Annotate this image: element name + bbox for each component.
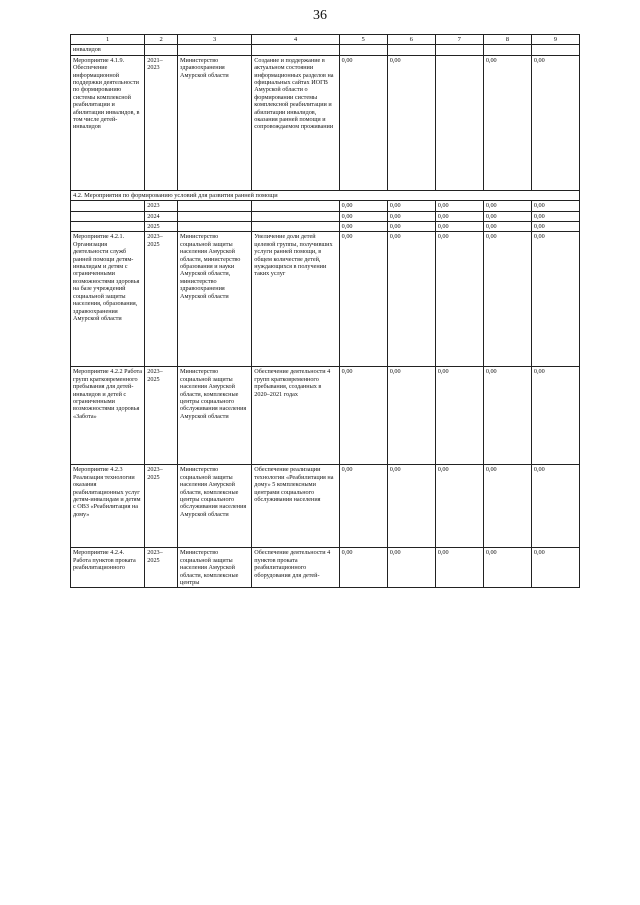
measure-name: Мероприятие 4.1.9. Обеспечение информационной поддержки деятельности по формированию системы комплексной реабилитации и абилитации инвалидов, в том числе детей-инвалидов xyxy=(71,55,145,190)
value-cell: 0,00 xyxy=(387,232,435,367)
value-cell: 0,00 xyxy=(435,232,483,367)
value-cell: 0,00 xyxy=(483,232,531,367)
year-cell: 2024 xyxy=(145,211,178,221)
expected-result: Создание и поддержание в актуальном состоянии информационных разделов на официальных сайтах ИОГВ Амурской области о формировании системы комплексной реабилитации и абилитации инвалидов, оказания ранней помощи и сопровождаемом проживании xyxy=(252,55,339,190)
column-number: 4 xyxy=(252,35,339,45)
measure-name: Мероприятие 4.2.1. Организация деятельности служб ранней помощи детям-инвалидам и детям с ограниченными возможностями здоровья на базе учреждений социальной защиты населения, образования, здравоохранения Амурской области xyxy=(71,232,145,367)
value-cell: 0,00 xyxy=(483,222,531,232)
period: 2023–2025 xyxy=(145,232,178,367)
expected-result: Обеспечение реализации технологии «Реабилитация на дому» 5 комплексными центрами социального обслуживания населения xyxy=(252,465,339,548)
value-cell: 0,00 xyxy=(339,465,387,548)
period: 2021–2023 xyxy=(145,55,178,190)
table-row-4-2-1 xyxy=(71,232,580,367)
value-cell: 0,00 xyxy=(483,548,531,588)
value-cell: 0,00 xyxy=(339,211,387,221)
column-number: 5 xyxy=(339,35,387,45)
column-number: 7 xyxy=(435,35,483,45)
value-cell: 0,00 xyxy=(435,548,483,588)
expected-result: Обеспечение деятельности 4 пунктов проката реабилитационного оборудования для детей- xyxy=(252,548,339,588)
year-cell: 2023 xyxy=(145,201,178,211)
value-cell: 0,00 xyxy=(483,201,531,211)
value-cell: 0,00 xyxy=(339,548,387,588)
value-cell: 0,00 xyxy=(387,367,435,465)
executor: Министерство здравоохранения Амурской области xyxy=(178,55,252,190)
value-cell: 0,00 xyxy=(483,211,531,221)
value-cell: 0,00 xyxy=(435,367,483,465)
section-header-row xyxy=(71,190,580,200)
value-cell: 0,00 xyxy=(435,222,483,232)
measure-name: Мероприятие 4.2.3 Реализация технологии оказания реабилитационных услуг детям-инвалидам и детям с ОВЗ «Реабилитация на дому» xyxy=(71,465,145,548)
section-title: 4.2. Мероприятия по формированию условий для развития ранней помощи xyxy=(71,190,580,200)
program-table xyxy=(70,34,580,588)
value-cell: 0,00 xyxy=(531,548,579,588)
column-number: 9 xyxy=(531,35,579,45)
column-number-row xyxy=(71,35,580,45)
value-cell: 0,00 xyxy=(483,367,531,465)
value-cell: 0,00 xyxy=(531,55,579,190)
measure-name: Мероприятие 4.2.4. Работа пунктов проката реабилитационного xyxy=(71,548,145,588)
executor: Министерство социальной защиты населения Амурской области, комплексные центры социального обслуживания населения Амурской области xyxy=(178,465,252,548)
year-row xyxy=(71,201,580,211)
value-cell: 0,00 xyxy=(531,211,579,221)
table-row-4-2-2 xyxy=(71,367,580,465)
column-number: 2 xyxy=(145,35,178,45)
executor: Министерство социальной защиты населения Амурской области, комплексные центры xyxy=(178,548,252,588)
year-row xyxy=(71,211,580,221)
value-cell: 0,00 xyxy=(531,232,579,367)
year-cell: 2025 xyxy=(145,222,178,232)
value-cell: 0,00 xyxy=(435,201,483,211)
measure-name: Мероприятие 4.2.2 Работа групп кратковременного пребывания для детей-инвалидов и детей с ограниченными возможностями здоровья «Забота» xyxy=(71,367,145,465)
executor: Министерство социальной защиты населения Амурской области, министерство образования и науки Амурской области, министерство здравоохранения Амурской области xyxy=(178,232,252,367)
period: 2023–2025 xyxy=(145,465,178,548)
value-cell: 0,00 xyxy=(387,55,435,190)
value-cell: 0,00 xyxy=(339,367,387,465)
value-cell: 0,00 xyxy=(387,548,435,588)
period: 2023–2025 xyxy=(145,548,178,588)
value-cell: 0,00 xyxy=(339,201,387,211)
value-cell: 0,00 xyxy=(387,222,435,232)
expected-result: Увеличение доли детей целевой группы, получивших услуги ранней помощи, в общем количестве детей, нуждающихся в получении таких услуг xyxy=(252,232,339,367)
value-cell: 0,00 xyxy=(435,465,483,548)
table-row xyxy=(71,45,580,55)
table-row-4-2-4 xyxy=(71,548,580,588)
column-number: 8 xyxy=(483,35,531,45)
page-number: 36 xyxy=(313,8,327,23)
value-cell: 0,00 xyxy=(531,367,579,465)
value-cell: 0,00 xyxy=(339,232,387,367)
value-cell: 0,00 xyxy=(435,211,483,221)
expected-result: Обеспечение деятельности 4 групп кратковременного пребывания, созданных в 2020–2021 годах xyxy=(252,367,339,465)
value-cell: 0,00 xyxy=(531,465,579,548)
value-cell: 0,00 xyxy=(339,55,387,190)
column-number: 6 xyxy=(387,35,435,45)
value-cell: 0,00 xyxy=(387,465,435,548)
value-cell: 0,00 xyxy=(483,465,531,548)
column-number: 1 xyxy=(71,35,145,45)
year-row xyxy=(71,222,580,232)
value-cell: 0,00 xyxy=(387,211,435,221)
value-cell: 0,00 xyxy=(387,201,435,211)
continued-text: инвалидов xyxy=(71,45,145,55)
value-cell: 0,00 xyxy=(339,222,387,232)
executor: Министерство социальной защиты населения Амурской области, комплексные центры социального обслуживания населения Амурской области xyxy=(178,367,252,465)
value-cell: 0,00 xyxy=(531,201,579,211)
table-row-4-1-9 xyxy=(71,55,580,190)
column-number: 3 xyxy=(178,35,252,45)
value-cell xyxy=(435,55,483,190)
value-cell: 0,00 xyxy=(483,55,531,190)
table-row-4-2-3 xyxy=(71,465,580,548)
period: 2023–2025 xyxy=(145,367,178,465)
value-cell: 0,00 xyxy=(531,222,579,232)
